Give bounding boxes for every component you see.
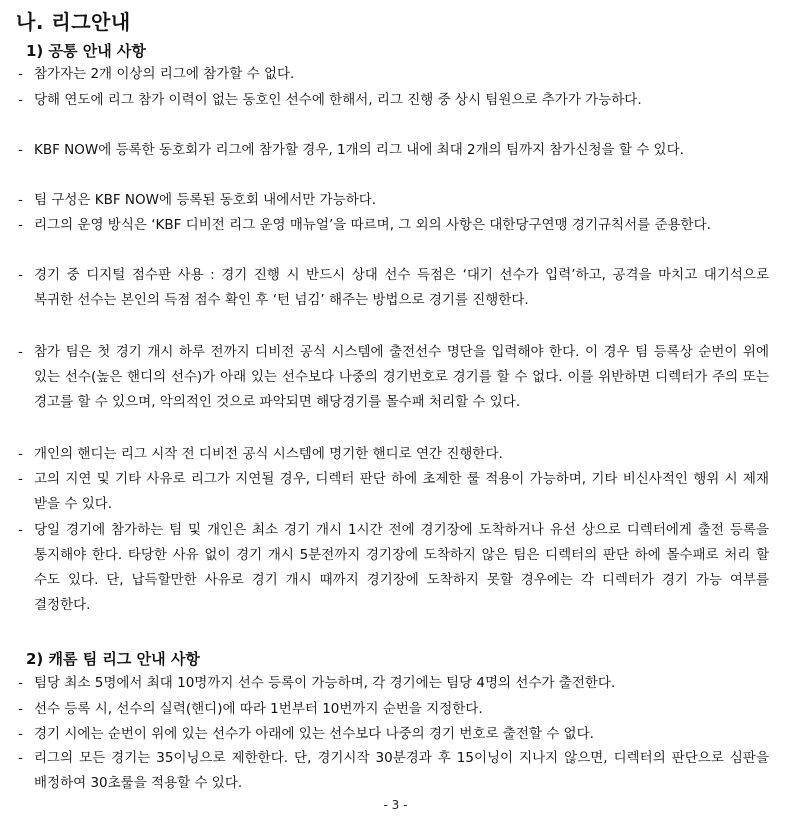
list-item-text: 경기 시에는 순번이 위에 있는 선수가 아래에 있는 선수보다 나중의 경기 번호로 출전할 수 없다.: [34, 726, 594, 742]
list-item-text: 참가자는 2개 이상의 리그에 참가할 수 없다.: [34, 66, 295, 82]
bullet-dash: -: [18, 471, 23, 487]
list-item: [0, 746, 791, 796]
list-item-text: 당일 경기에 참가하는 팀 및 개인은 최소 경기 개시 1시간 전에 경기장에 도착하거나 유선 상으로 디렉터에게 출전 등록을 통지해야 한다. 타당한 사유 없이 경기 개시 5분전까지 경기장에 도착하지 않은 팀은 디렉터의 판단 하에 몰수패로 처리 할 수도 있다. 단, 납득할만한 사유로 경기 개시 때까지 경기장에 도착하지 못할 경우에는 각 디렉터가 경기 가능 여부를 결정한다.: [34, 522, 769, 613]
list-item: [0, 138, 791, 163]
list-item-text: 리그의 모든 경기는 35이닝으로 제한한다. 단, 경기시작 30분경과 후 15이닝이 지나지 않으면, 디렉터의 판단으로 심판을 배정하여 30초룰을 적용할 수 있다.: [34, 750, 769, 791]
list-item: [0, 263, 791, 313]
list-item-text: 참가 팀은 첫 경기 개시 하루 전까지 디비전 공식 시스템에 출전선수 명단을 입력해야 한다. 이 경우 팀 등록상 순번이 위에 있는 선수(높은 핸디의 선수)가 아래 있는 선수보다 나중의 경기번호로 경기를 할 수 없다. 이를 위반하면 디렉터가 주의 또는 경고를 할 수 있으며, 악의적인 것으로 파악되면 해당경기를 몰수패 처리할 수 있다.: [34, 344, 769, 410]
list-item-text: 리그의 운영 방식은 ‘KBF 디비전 리그 운영 매뉴얼’을 따르며, 그 외의 사항은 대한당구연맹 경기규칙서를 준용한다.: [34, 217, 711, 233]
list-item: [0, 188, 791, 213]
bullet-dash: -: [18, 66, 23, 82]
bullet-dash: -: [18, 267, 23, 283]
list-item: [0, 88, 791, 113]
list-item-text: 고의 지연 및 기타 사유로 리그가 지연될 경우, 디렉터 판단 하에 초제한 룰 적용이 가능하며, 기타 비신사적인 행위 시 제재 받을 수 있다.: [34, 471, 769, 512]
list-item-text: 선수 등록 시, 선수의 실력(핸디)에 따라 1번부터 10번까지 순번을 지정한다.: [34, 701, 483, 717]
page-number: - 3 -: [383, 798, 408, 812]
section-heading-carom-team: 2) 캐롬 팀 리그 안내 사항: [26, 650, 200, 668]
section-heading-common: 1) 공통 안내 사항: [26, 42, 146, 60]
list-item: [0, 467, 791, 517]
list-item-text: KBF NOW에 등록한 동호회가 리그에 참가할 경우, 1개의 리그 내에 최대 2개의 팀까지 참가신청을 할 수 있다.: [34, 142, 684, 158]
bullet-dash: -: [18, 344, 23, 360]
page-title: 나. 리그안내: [16, 10, 131, 34]
bullet-dash: -: [18, 192, 23, 208]
list-item-text: 팀당 최소 5명에서 최대 10명까지 선수 등록이 가능하며, 각 경기에는 팀당 4명의 선수가 출전한다.: [34, 675, 616, 691]
list-item-text: 개인의 핸디는 리그 시작 전 디비전 공식 시스템에 명기한 핸디로 연간 진행한다.: [34, 446, 503, 462]
list-item-text: 팀 구성은 KBF NOW에 등록된 동호회 내에서만 가능하다.: [34, 192, 377, 208]
list-item: [0, 442, 791, 467]
bullet-dash: -: [18, 142, 23, 158]
list-item: [0, 518, 791, 618]
bullet-dash: -: [18, 726, 23, 742]
list-item: [0, 722, 791, 747]
bullet-dash: -: [18, 522, 23, 538]
list-item-text: 당해 연도에 리그 참가 이력이 없는 동호인 선수에 한해서, 리그 진행 중 상시 팀원으로 추가가 가능하다.: [34, 92, 642, 108]
list-item: [0, 62, 791, 87]
bullet-dash: -: [18, 217, 23, 233]
bullet-dash: -: [18, 446, 23, 462]
list-item: [0, 697, 791, 722]
list-item: [0, 340, 791, 415]
bullet-dash: -: [18, 675, 23, 691]
list-item: [0, 671, 791, 696]
list-item: [0, 213, 791, 238]
bullet-dash: -: [18, 750, 23, 766]
bullet-dash: -: [18, 92, 23, 108]
list-item-text: 경기 중 디지털 점수판 사용 : 경기 진행 시 반드시 상대 선수 득점은 ‘대기 선수가 입력’하고, 공격을 마치고 대기석으로 복귀한 선수는 본인의 득점 점수 확인 후 ‘턴 넘김’ 해주는 방법으로 경기를 진행한다.: [34, 267, 769, 308]
bullet-dash: -: [18, 701, 23, 717]
